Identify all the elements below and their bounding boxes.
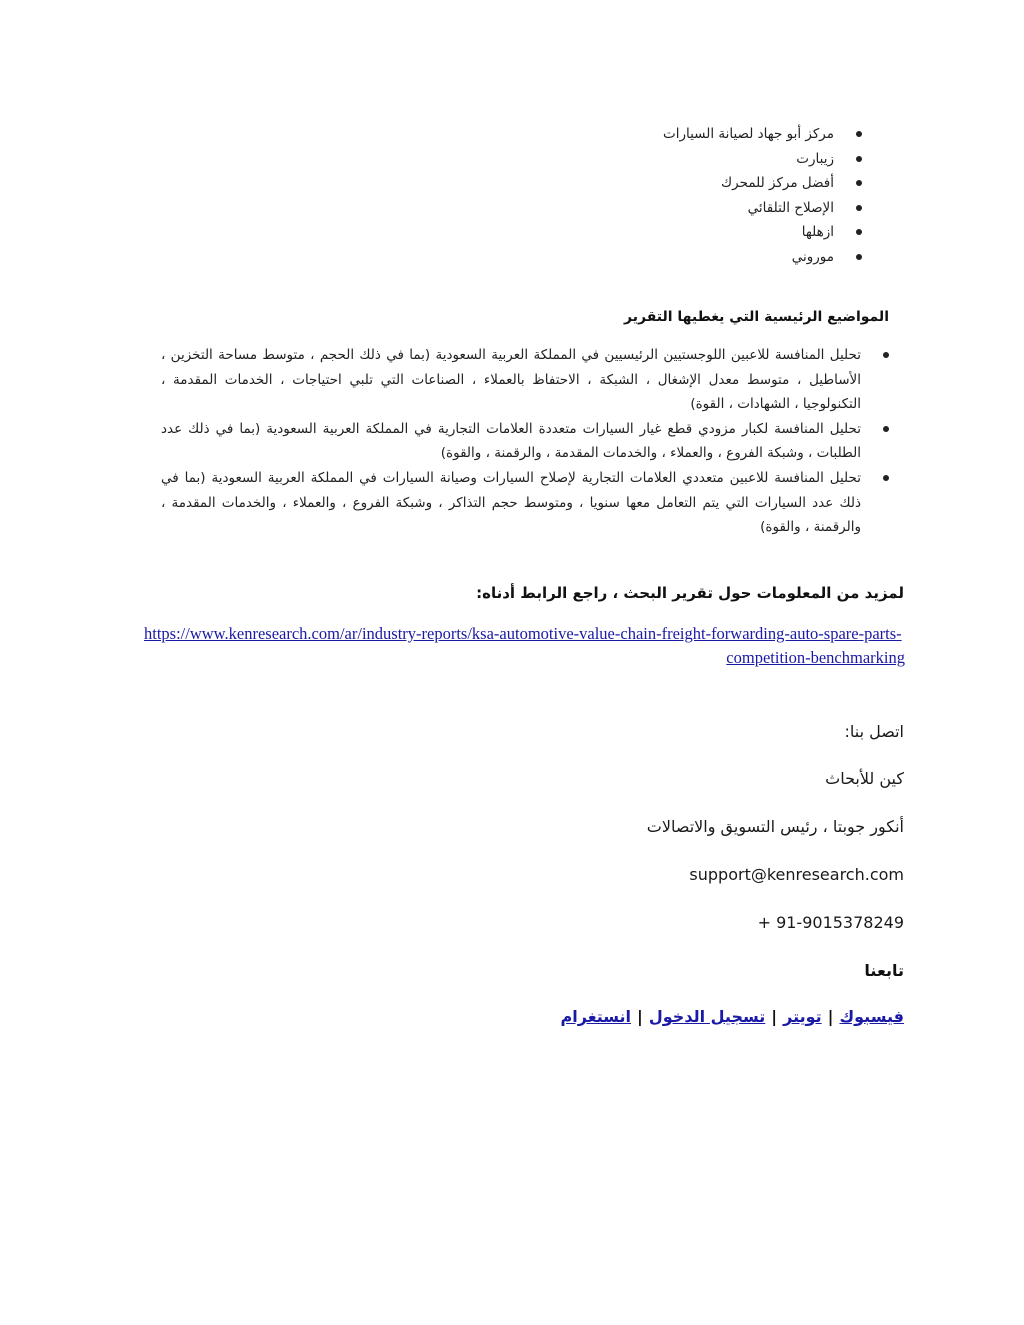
brand-name: أفضل مركز للمحرك [721,175,834,192]
list-item [462,245,862,270]
separator: | [771,1007,778,1026]
bullet-icon [856,180,862,186]
contact-email: support@kenresearch.com [689,865,904,884]
instagram-link[interactable]: انستغرام [560,1007,632,1026]
topic-text: تحليل المنافسة للاعبين متعددي العلامات التجارية لإصلاح السيارات وصيانة السيارات في المملكة العربية السعودية (بما في ذلك عدد السيارات التي يتم التعامل معها سنويا ، ومتوسط حجم التذاكر ، وشبكة الفروع ، والعملاء ، والخدمات المقدمة ، والرقمنة ، والقوة) [161,469,861,536]
login-link[interactable]: تسجيل الدخول [648,1007,766,1026]
more-info-heading: لمزيد من المعلومات حول تقرير البحث ، راجع الرابط أدناه: [476,584,904,602]
bullet-icon [883,352,889,358]
bullet-icon [856,229,862,235]
brand-name: مركز أبو جهاد لصيانة السيارات [663,126,834,142]
list-item [161,343,889,417]
contact-phone: + 91-9015378249 [757,913,904,932]
brand-name: موروني [791,248,834,265]
bullet-icon [883,426,889,432]
brand-name: ازهلها [801,224,834,241]
list-item [462,122,862,147]
list-item [462,220,862,245]
brand-name: زيبارت [796,150,834,167]
list-item [462,147,862,172]
bullet-icon [856,205,862,211]
bullet-icon [856,131,862,137]
topics-list [161,343,889,540]
separator: | [827,1007,834,1026]
facebook-link[interactable]: فيسبوك [839,1007,904,1026]
bullet-icon [883,475,889,481]
follow-heading: تابعنا [864,961,904,980]
list-item [462,196,862,221]
topic-text: تحليل المنافسة لكبار مزودي قطع غيار السيارات متعددة العلامات التجارية في المملكة العربية السعودية (بما في ذلك عدد الطلبات ، وشبكة الفروع ، والعملاء ، والخدمات المقدمة ، والرقمنة ، والقوة) [161,420,861,462]
social-links [304,1007,904,1026]
twitter-link[interactable]: تويتر [783,1007,822,1026]
topic-text: تحليل المنافسة للاعبين اللوجستيين الرئيسيين في المملكة العربية السعودية (بما في ذلك الحجم ، متوسط مساحة التخزين ، الأساطيل ، متوسط معدل الإشغال ، الشبكة ، الاحتفاظ بالعملاء ، الصناعات التي تلبي احتياجات ، الخدمات المقدمة ، التكنولوجيا ، الشهادات ، القوة) [161,347,861,413]
contact-person: أنكور جوبتا ، رئيس التسويق والاتصالات [646,817,904,836]
brand-name: الإصلاح التلقائي [747,199,834,216]
bullet-icon [856,254,862,260]
list-item [161,417,889,466]
list-item [462,171,862,196]
bullet-icon [856,156,862,162]
list-item [161,466,889,540]
company-name: كين للأبحاث [825,769,904,788]
contact-label: اتصل بنا: [844,722,904,741]
report-link[interactable]: https://www.kenresearch.com/ar/industry-reports/ksa-automotive-value-chain-freight-forwarding-auto-spare-parts-competition-benchmarking [144,624,905,667]
topics-heading: المواضيع الرئيسية التي يغطيها التقرير [624,309,889,325]
separator: | [637,1007,643,1026]
brand-list [462,122,862,270]
